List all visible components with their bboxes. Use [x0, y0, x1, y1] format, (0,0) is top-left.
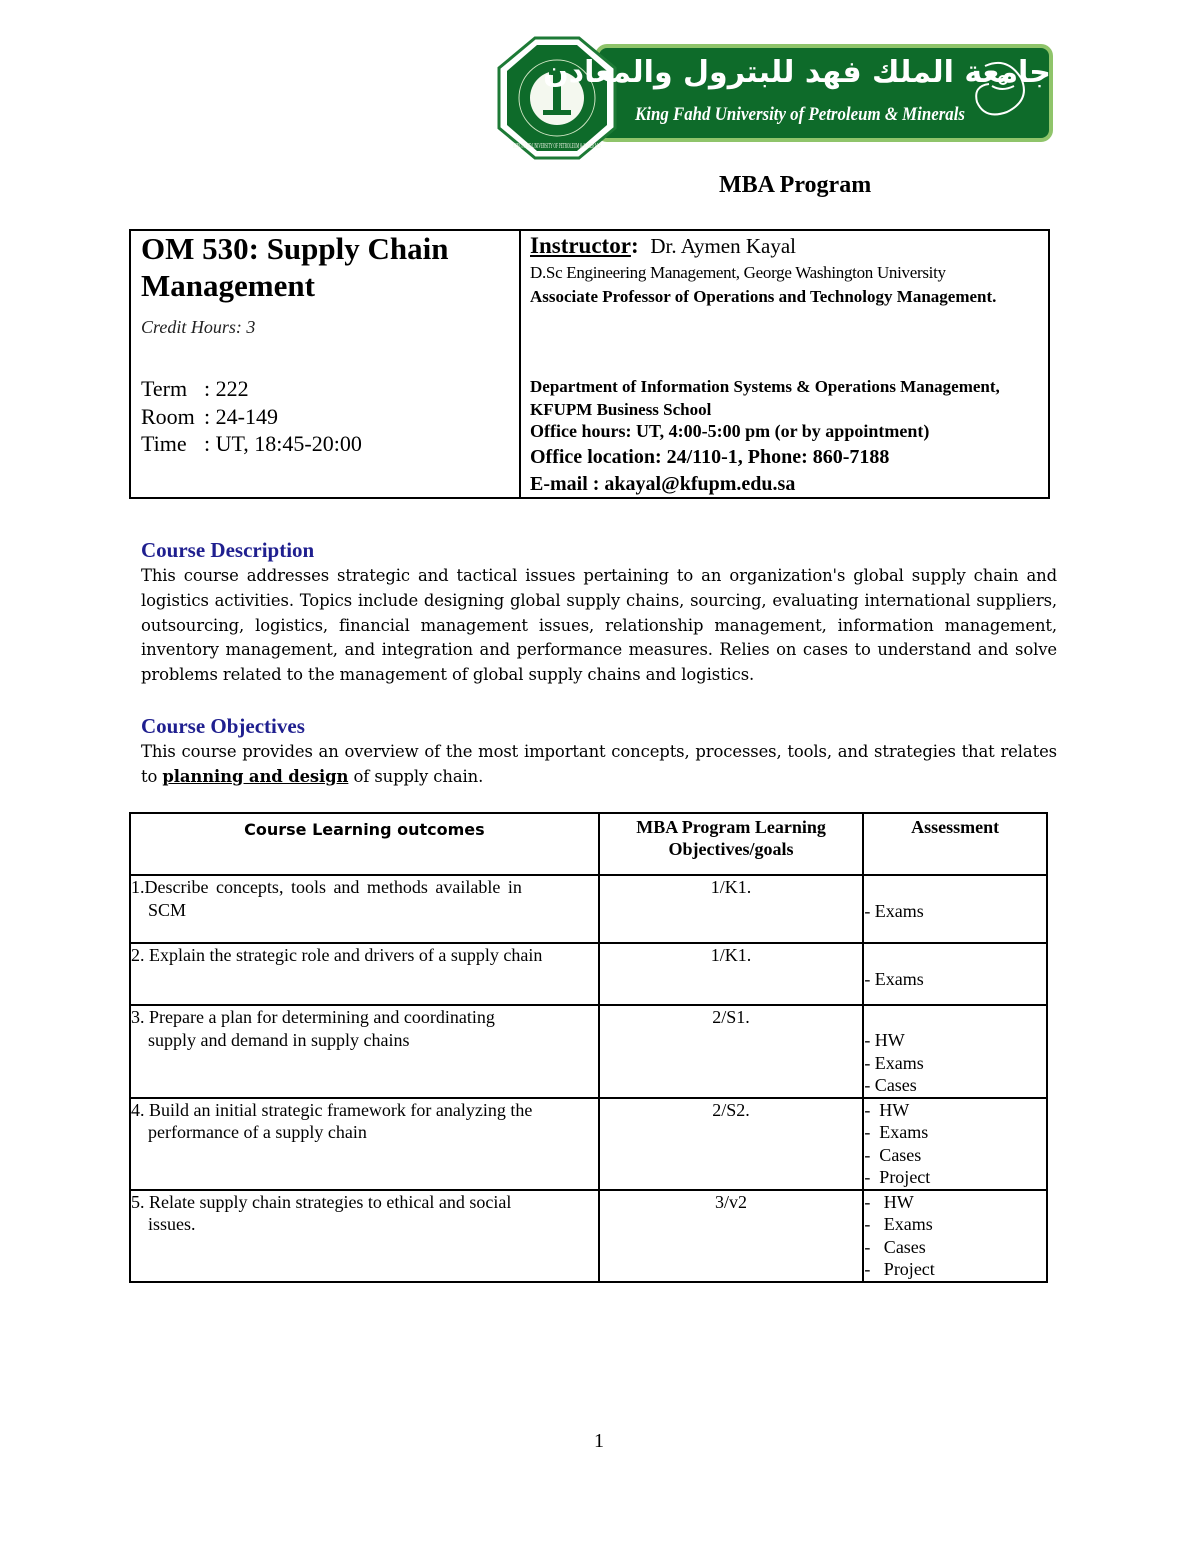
outcome-cell: [130, 1190, 599, 1282]
objective-cell: 1/K1.: [599, 875, 864, 943]
page-number: 1: [594, 1430, 604, 1452]
arabic-university-name: جامعة الملك فهد للبترول والمعادن: [543, 55, 1051, 90]
time-row: [141, 431, 362, 457]
outcome-number: 1.: [131, 877, 145, 897]
table-row: [130, 1098, 1047, 1190]
assessment-list: - Exams: [864, 901, 924, 921]
header-program-objectives: MBA Program Learning Objectives/goals: [599, 813, 864, 875]
program-title: MBA Program: [719, 172, 872, 198]
term-value: : 222: [204, 376, 249, 401]
info-box-divider: [519, 229, 521, 499]
course-description-text: This course addresses strategic and tactical issues pertaining to an organization's global supply chain and logistics activities. Topics include designing global supply chains, sourcing, evaluating international suppliers, outsourcing, logistics, financial management issues, relationship management, information management, inventory management, and integration and performance measures. Relies on cases to understand and solve problems related to the management of global supply chains and logistics.: [141, 566, 1057, 685]
email[interactable]: E-mail : akayal@kfupm.edu.sa: [530, 473, 796, 495]
table-row: [130, 943, 1047, 1005]
english-university-name: King Fahd University of Petroleum & Minerals: [634, 104, 965, 125]
objective-cell: 1/K1.: [599, 943, 864, 1005]
table-row: [130, 875, 1047, 943]
objective-cell: 2/S2.: [599, 1098, 864, 1190]
objectives-emphasis: planning and design: [162, 766, 349, 786]
time-label: Time: [141, 431, 187, 456]
course-title: OM 530: Supply Chain Management: [141, 231, 449, 303]
instructor-line: [530, 233, 796, 259]
course-description-heading: Course Description: [141, 538, 315, 562]
outcome-cell: [130, 1098, 599, 1190]
outcome-number: 3.: [131, 1007, 145, 1027]
room-row: [141, 404, 278, 430]
seal-text: KING FAHD UNIVERSITY OF PETROLEUM & MINERALS: [513, 142, 602, 150]
header-assessment: Assessment: [863, 813, 1047, 875]
objective-cell: 3/v2: [599, 1190, 864, 1282]
assessment-list: - HW - Exams - Cases - Project: [864, 1099, 931, 1187]
outcome-cell: [130, 943, 599, 1005]
outcome-text-continued: performance of a supply chain: [148, 1122, 367, 1142]
instructor-label: Instructor: [530, 233, 631, 258]
room-value: : 24-149: [204, 404, 278, 429]
assessment-cell: [863, 943, 1047, 1005]
outcome-number: 2.: [131, 945, 145, 965]
assessment-cell: [863, 1098, 1047, 1190]
objective-cell: 2/S1.: [599, 1005, 864, 1098]
term-row: [141, 376, 249, 402]
table-row: [130, 1190, 1047, 1282]
objectives-text-after: of supply chain.: [348, 766, 484, 786]
assessment-cell: [863, 875, 1047, 943]
time-value: : UT, 18:45-20:00: [204, 431, 362, 456]
course-objectives-heading: Course Objectives: [141, 714, 305, 738]
course-objectives-text: [141, 740, 1057, 790]
outcome-text-continued: supply and demand in supply chains: [148, 1029, 410, 1050]
learning-outcomes-table: [129, 812, 1048, 1283]
credit-hours: Credit Hours: 3: [141, 317, 256, 337]
university-logo: [497, 36, 1053, 160]
assessment-list: - Exams: [864, 969, 924, 989]
assessment-cell: [863, 1005, 1047, 1098]
assessment-list: - HW - Exams - Cases: [864, 1030, 924, 1095]
outcome-text: Prepare a plan for determining and coordinating: [144, 1007, 495, 1027]
room-label: Room: [141, 404, 195, 429]
assessment-cell: [863, 1190, 1047, 1282]
outcome-cell: [130, 1005, 599, 1098]
department: Department of Information Systems & Operations Management, KFUPM Business School: [530, 377, 1000, 419]
office-location: Office location: 24/110-1, Phone: 860-7188: [530, 446, 890, 468]
outcome-text-continued: SCM: [148, 899, 187, 920]
outcome-number: 5.: [131, 1191, 145, 1212]
header-learning-outcomes: Course Learning outcomes: [130, 813, 599, 875]
instructor-name: Dr. Aymen Kayal: [650, 234, 796, 258]
outcome-cell: [130, 875, 599, 943]
instructor-position: Associate Professor of Operations and Technology Management.: [530, 287, 997, 306]
objectives-text-before: This course provides an overview of the most important concepts, processes, tools, and strategies that relates to: [141, 742, 1057, 786]
outcome-text: Relate supply chain strategies to ethical and social: [144, 1191, 512, 1212]
instructor-degree: D.Sc Engineering Management, George Washington University: [530, 263, 946, 282]
instructor-colon: :: [630, 233, 639, 258]
outcome-text-continued: issues.: [148, 1214, 196, 1234]
table-row: [130, 1005, 1047, 1098]
outcome-number: 4.: [131, 1099, 145, 1120]
outcome-text: Describe concepts, tools and methods available in: [144, 877, 522, 897]
term-label: Term: [141, 376, 188, 401]
outcome-text: Explain the strategic role and drivers of a supply chain: [144, 945, 543, 965]
office-hours: Office hours: UT, 4:00-5:00 pm (or by appointment): [530, 421, 930, 441]
outcome-text: Build an initial strategic framework for analyzing the: [144, 1099, 533, 1120]
assessment-list: - HW - Exams - Cases - Project: [864, 1191, 935, 1279]
table-header-row: [130, 813, 1047, 875]
